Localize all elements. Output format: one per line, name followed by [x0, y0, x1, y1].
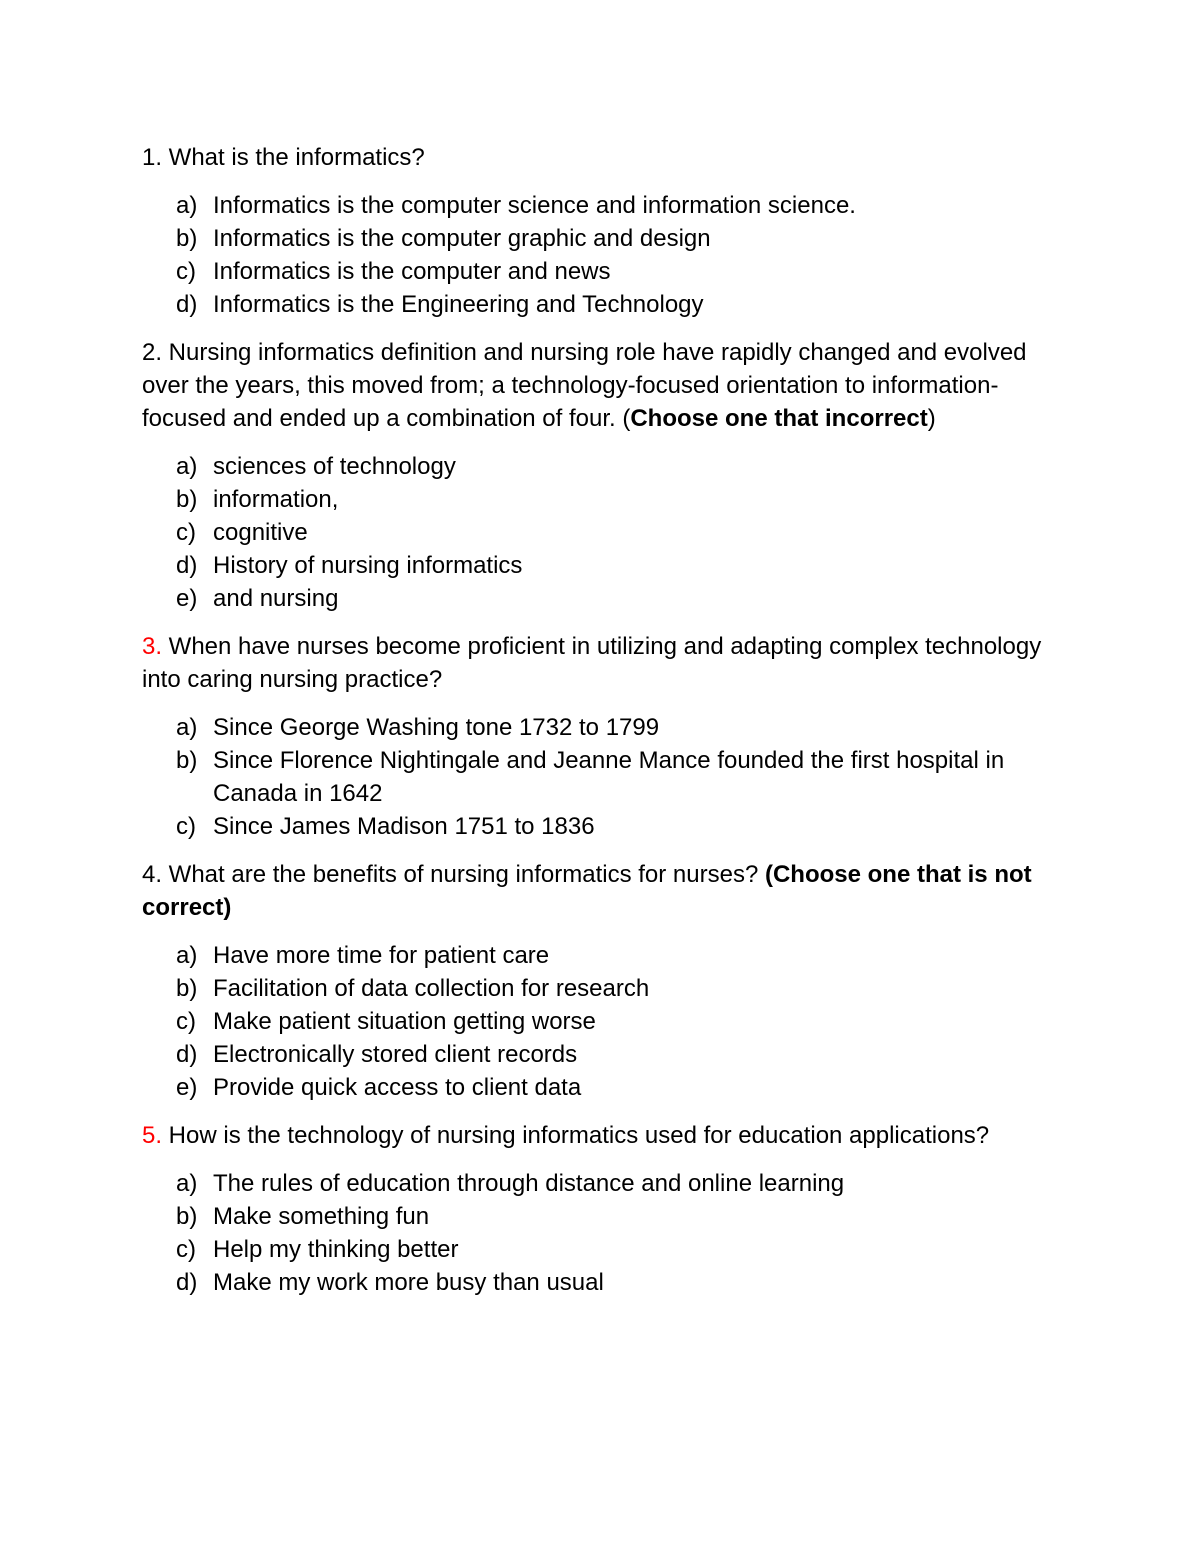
option-letter: c) [176, 1008, 196, 1035]
option-item [142, 549, 1072, 582]
option-letter: b) [176, 225, 198, 252]
question-5 [142, 1119, 1072, 1152]
option-item [142, 288, 1072, 321]
option-text: Electronically stored client records [213, 1041, 578, 1068]
option-text: Since George Washing tone 1732 to 1799 [213, 714, 660, 741]
option-item [142, 189, 1072, 222]
option-item [142, 1167, 1072, 1200]
option-letter: b) [176, 486, 198, 513]
option-letter: a) [176, 714, 198, 741]
question-tail: ) [927, 405, 936, 432]
option-letter: d) [176, 552, 198, 579]
option-text: cognitive [213, 519, 308, 546]
question-number: 4. [142, 861, 163, 888]
option-text: and nursing [213, 585, 339, 612]
option-item [142, 1071, 1072, 1104]
option-item [142, 1005, 1072, 1038]
options-list-5 [142, 1167, 1072, 1299]
option-text: Since Florence Nightingale and Jeanne Mance founded the first hospital in Canada in 1642 [213, 747, 1005, 807]
option-text: Informatics is the computer and news [213, 258, 611, 285]
option-item [142, 1233, 1072, 1266]
option-letter: c) [176, 1236, 196, 1263]
option-text: Informatics is the computer graphic and design [213, 225, 711, 252]
option-text: Provide quick access to client data [213, 1074, 582, 1101]
option-text: Make something fun [213, 1203, 430, 1230]
options-list-4 [142, 939, 1072, 1104]
option-letter: b) [176, 1203, 198, 1230]
option-item [142, 711, 1072, 744]
option-item [142, 1200, 1072, 1233]
option-item [142, 1038, 1072, 1071]
option-item [142, 972, 1072, 1005]
option-item [142, 450, 1072, 483]
option-letter: b) [176, 975, 198, 1002]
question-number: 2. [142, 339, 163, 366]
option-item [142, 222, 1072, 255]
question-number: 5. [142, 1122, 163, 1149]
question-1 [142, 141, 1072, 174]
option-text: History of nursing informatics [213, 552, 523, 579]
option-text: Informatics is the Engineering and Technology [213, 291, 704, 318]
option-text: The rules of education through distance and online learning [213, 1170, 845, 1197]
option-item [142, 582, 1072, 615]
option-item [142, 810, 1072, 843]
question-instruction: Choose one that incorrect [630, 405, 928, 432]
option-text: information, [213, 486, 339, 513]
option-letter: a) [176, 192, 198, 219]
option-item [142, 483, 1072, 516]
option-text: Make patient situation getting worse [213, 1008, 596, 1035]
option-letter: c) [176, 258, 196, 285]
option-letter: d) [176, 1269, 198, 1296]
question-instruction: (Choose one that is not correct) [142, 861, 1032, 921]
option-item [142, 255, 1072, 288]
question-3 [142, 630, 1072, 696]
question-number: 1. [142, 144, 163, 171]
question-text: How is the technology of nursing informatics used for education applications? [162, 1122, 990, 1149]
option-letter: d) [176, 1041, 198, 1068]
option-letter: c) [176, 813, 196, 840]
options-list-1 [142, 189, 1072, 321]
option-text: Have more time for patient care [213, 942, 550, 969]
option-item [142, 516, 1072, 549]
option-letter: e) [176, 1074, 198, 1101]
option-text: Since James Madison 1751 to 1836 [213, 813, 595, 840]
option-text: Facilitation of data collection for research [213, 975, 650, 1002]
quiz-content [142, 141, 1072, 1314]
question-text: Nursing informatics definition and nursing role have rapidly changed and evolved over the years, this moved from; a technology-focused orientation to information-focused and ended up a combination of four. ( [142, 339, 1027, 432]
question-text: When have nurses become proficient in utilizing and adapting complex technology into caring nursing practice? [142, 633, 1042, 693]
option-letter: a) [176, 942, 198, 969]
question-number: 3. [142, 633, 163, 660]
options-list-3 [142, 711, 1072, 843]
option-letter: c) [176, 519, 196, 546]
option-letter: b) [176, 747, 198, 774]
question-text: What are the benefits of nursing informatics for nurses? [162, 861, 765, 888]
option-item [142, 1266, 1072, 1299]
option-letter: a) [176, 1170, 198, 1197]
option-letter: a) [176, 453, 198, 480]
question-text: What is the informatics? [162, 144, 425, 171]
option-item [142, 744, 1072, 810]
option-text: Help my thinking better [213, 1236, 459, 1263]
question-4 [142, 858, 1072, 924]
option-text: sciences of technology [213, 453, 456, 480]
option-item [142, 939, 1072, 972]
option-letter: d) [176, 291, 198, 318]
options-list-2 [142, 450, 1072, 615]
option-text: Informatics is the computer science and information science. [213, 192, 856, 219]
option-letter: e) [176, 585, 198, 612]
option-text: Make my work more busy than usual [213, 1269, 604, 1296]
question-2 [142, 336, 1072, 435]
